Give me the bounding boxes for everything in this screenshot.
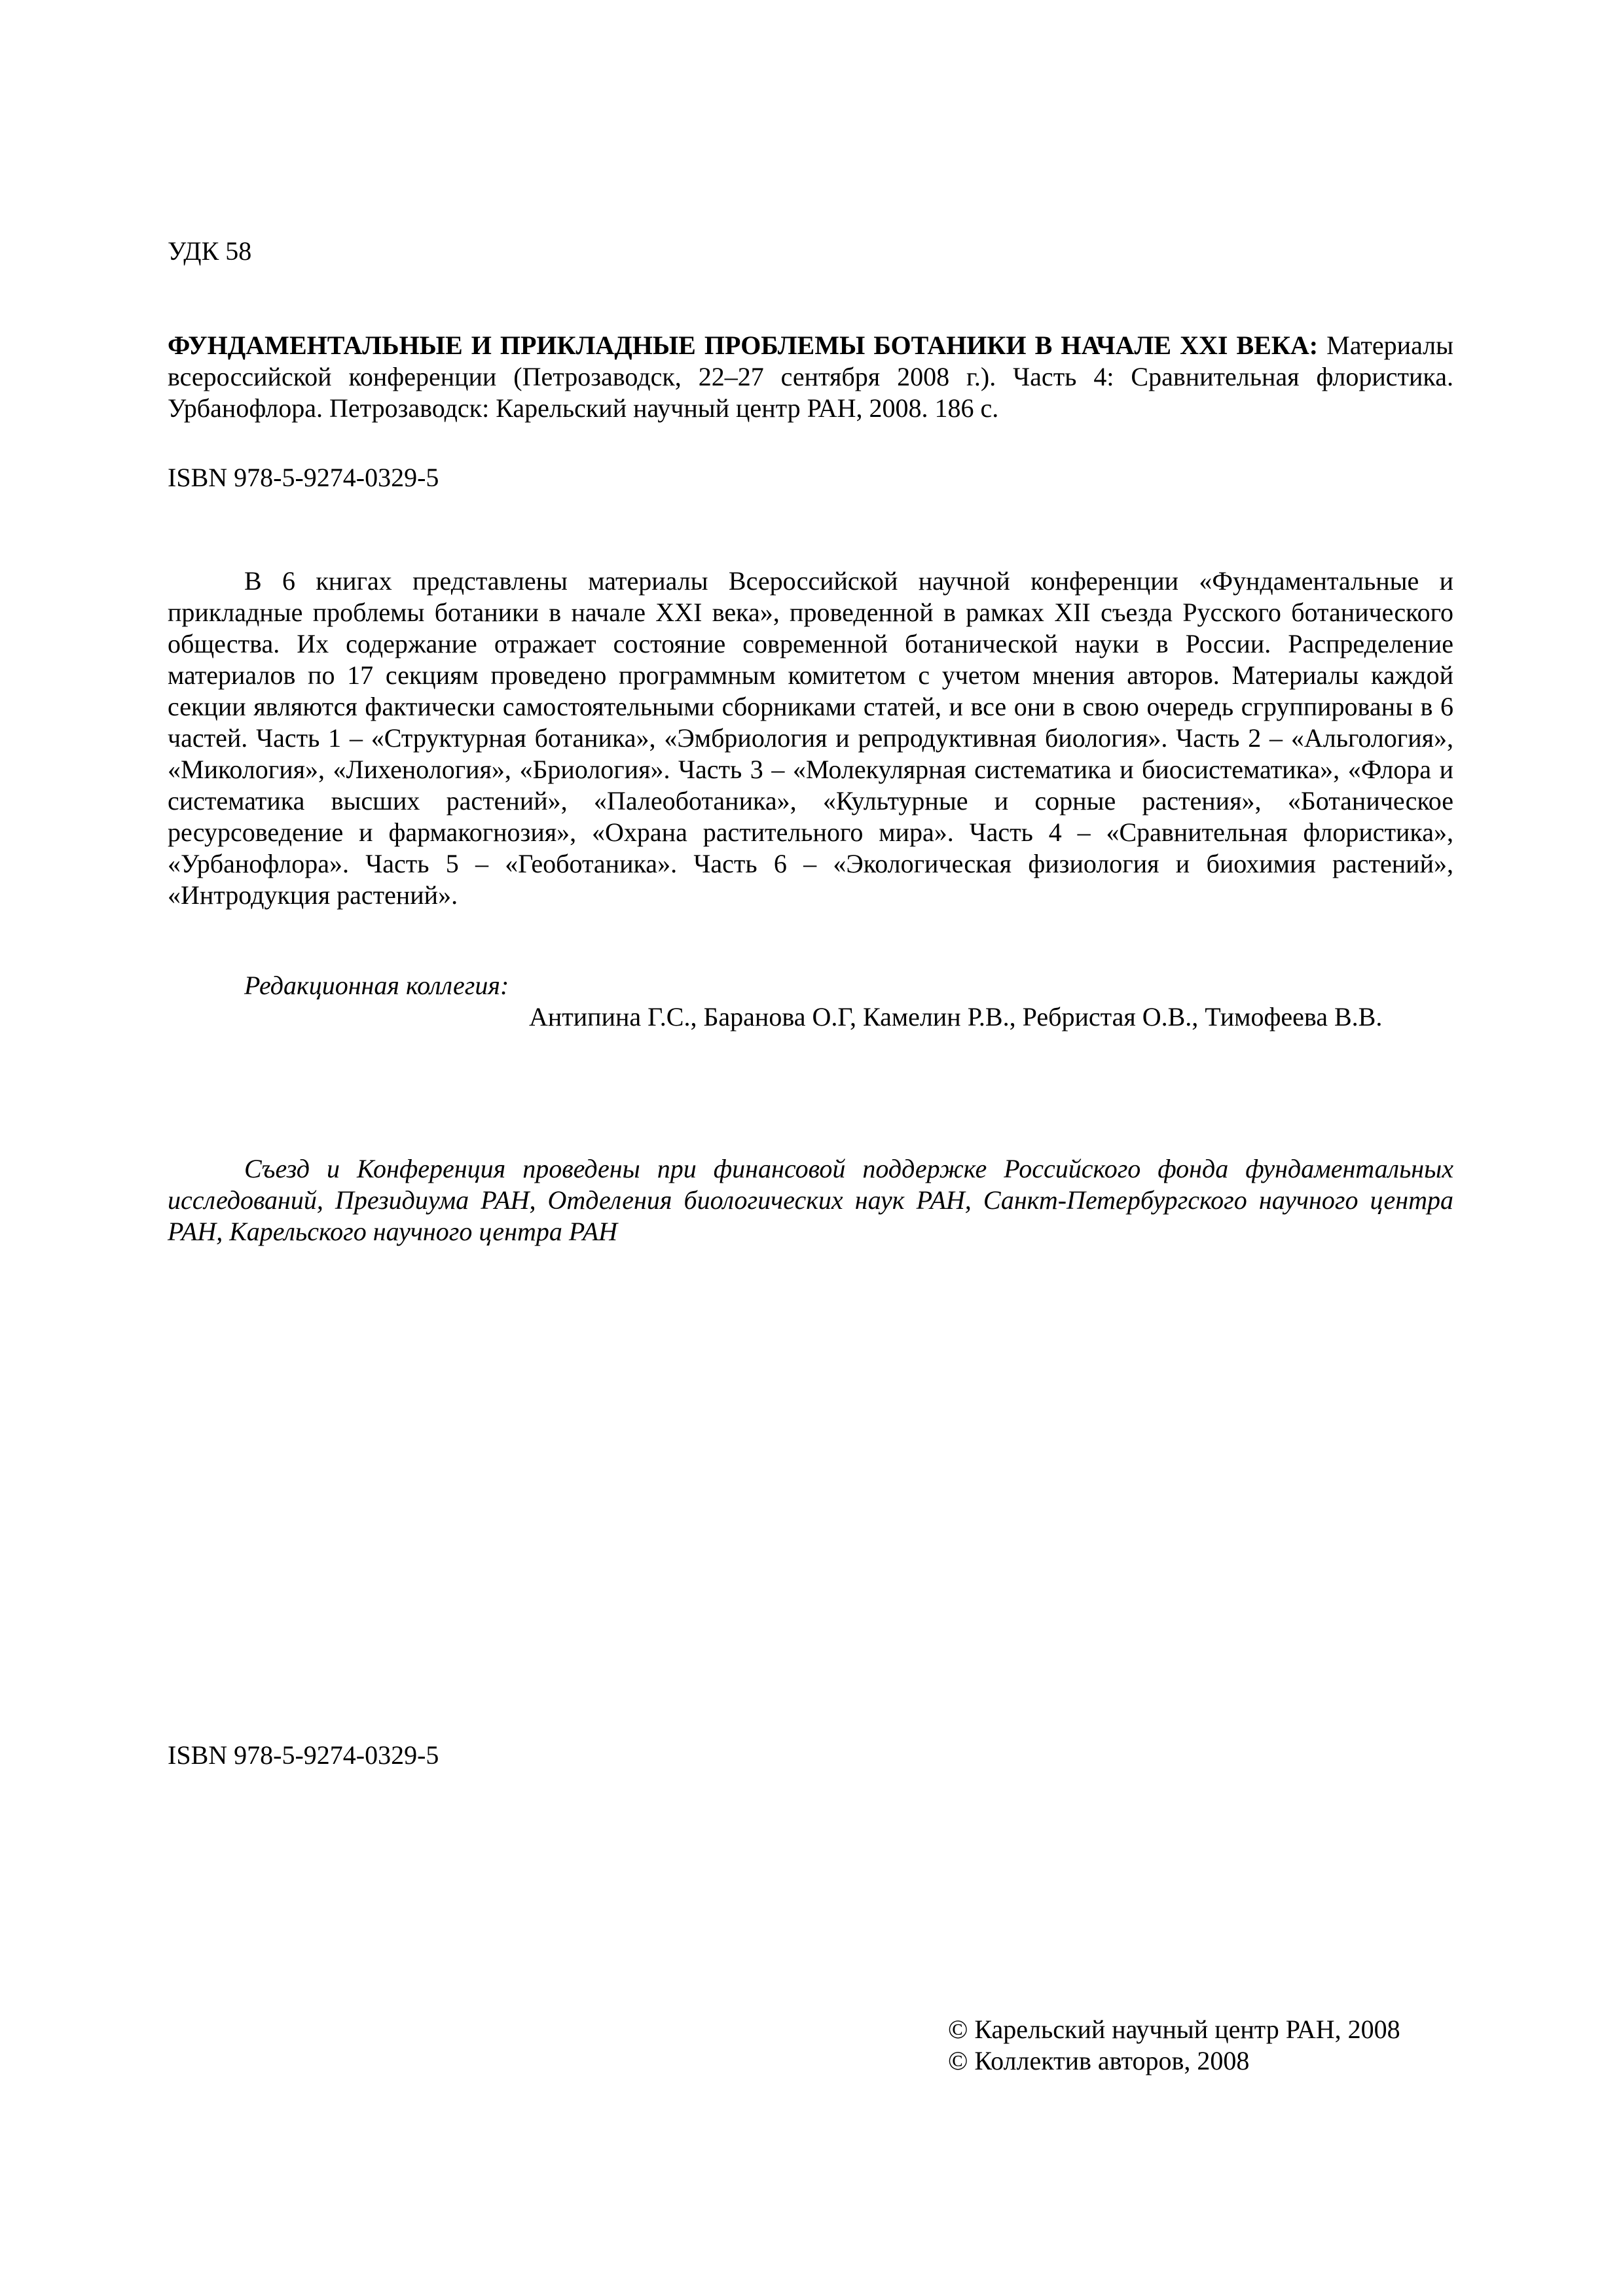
abstract-paragraph: В 6 книгах представлены материалы Всероссийской научной конференции «Фундаментальные и прикладные проблемы ботаники в начале XXI века», проведенной в рамках XII съезда Русского ботанического общества. Их содержание отражает состояние современной ботанической науки в России. Распределение материалов по 17 секциям проведено программным комитетом с учетом мнения авторов. Материалы каждой секции являются фактически самостоятельными сборниками статей, и все они в свою очередь сгруппированы в 6 частей. Часть 1 – «Структурная ботаника», «Эмбриология и репродуктивная биология». Часть 2 – «Альгология», «Микология», «Лихенология», «Бриология». Часть 3 – «Молекулярная систематика и биосистематика», «Флора и систематика высших растений», «Палеоботаника», «Культурные и сорные растения», «Ботаническое ресурсоведение и фармакогнозия», «Охрана растительного мира». Часть 4 – «Сравнительная флористика», «Урбанофлора». Часть 5 – «Геоботаника». Часть 6 – «Экологическая физиология и биохимия растений», «Интродукция растений». bbox=[168, 566, 1453, 910]
bibliographic-record bbox=[168, 330, 1453, 424]
funding-note: Съезд и Конференция проведены при финансовой поддержке Российского фонда фундаментальных исследований, Президиума РАН, Отделения биологических наук РАН, Санкт-Петербургского научного центра РАН, Карельского научного центра РАН bbox=[168, 1154, 1453, 1246]
copyright-line-1: © Карельский научный центр РАН, 2008 bbox=[948, 2015, 1400, 2044]
udk-code: УДК 58 bbox=[168, 236, 252, 266]
isbn-bottom: ISBN 978-5-9274-0329-5 bbox=[168, 1740, 439, 1770]
copyright-block bbox=[948, 2014, 1400, 2077]
editorial-board-names: Антипина Г.С., Баранова О.Г, Камелин Р.В., Ребристая О.В., Тимофеева В.В. bbox=[529, 1002, 1383, 1031]
editorial-board-label: Редакционная коллегия: bbox=[244, 971, 509, 1000]
isbn-top: ISBN 978-5-9274-0329-5 bbox=[168, 463, 439, 492]
book-description: Материалы всероссийской конференции (Петрозаводск, 22–27 сентября 2008 г.). Часть 4: Сравнительная флористика. Урбанофлора. Петрозаводск: Карельский научный центр РАН, 2008. 186 с. bbox=[168, 331, 1454, 423]
copyright-line-2: © Коллектив авторов, 2008 bbox=[948, 2046, 1250, 2075]
book-title: ФУНДАМЕНТАЛЬНЫЕ И ПРИКЛАДНЫЕ ПРОБЛЕМЫ БОТАНИКИ В НАЧАЛЕ XXI ВЕКА: bbox=[168, 331, 1319, 360]
